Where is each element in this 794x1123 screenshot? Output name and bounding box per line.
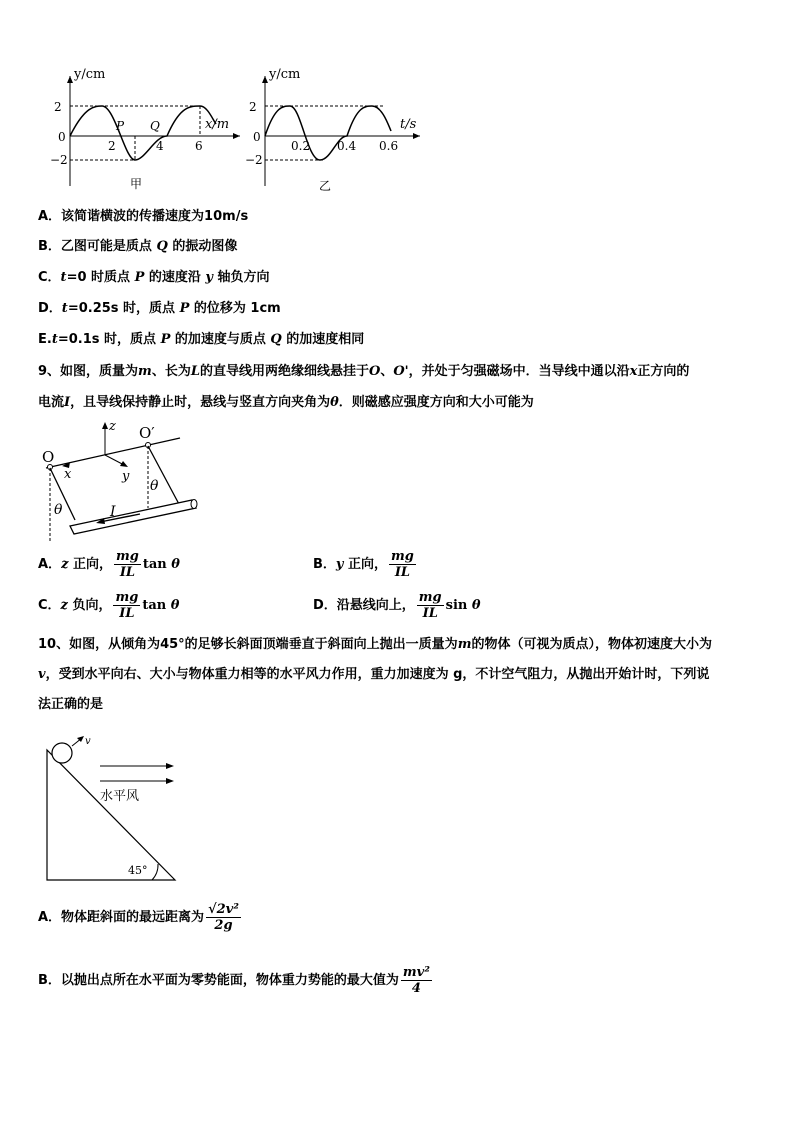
q9-option-d: D．沿悬线向上， $\frac{mg}{IL}$ sin θ bbox=[313, 589, 481, 621]
left-yneg: −2 bbox=[50, 153, 68, 167]
right-origin: 0 bbox=[253, 130, 261, 144]
right-caption: 乙 bbox=[319, 179, 332, 193]
left-ylabel: y/cm bbox=[74, 67, 106, 82]
right-tick-04: 0.4 bbox=[337, 139, 357, 153]
wave-graph-right bbox=[245, 67, 420, 193]
fraction-sqrt2v2-2g: $\frac{\text{√2v²}}{2g}$ bbox=[208, 901, 239, 933]
left-tick-6: 6 bbox=[195, 139, 203, 153]
wave-figures bbox=[40, 66, 440, 196]
right-tick-06: 0.6 bbox=[379, 139, 399, 153]
q8-option-b: B．乙图可能是质点 Q 的振动图像 bbox=[38, 239, 238, 254]
fig-label-wind: 水平风 bbox=[100, 789, 140, 804]
fraction-mg-IL: $\frac{mg}{IL}$ bbox=[115, 589, 139, 621]
left-caption: 甲 bbox=[130, 177, 143, 191]
right-ypos: 2 bbox=[249, 100, 257, 114]
q10-option-b: B．以抛出点所在水平面为零势能面，物体重力势能的最大值为 $\frac{\text{mv²}}{4}$ bbox=[38, 964, 430, 996]
q10-stem-line3: 法正确的是 bbox=[38, 697, 104, 712]
right-ylabel: y/cm bbox=[269, 67, 301, 82]
wave-graph-left bbox=[50, 67, 240, 191]
wire-figure bbox=[40, 418, 210, 546]
fig-label-v: v bbox=[85, 736, 91, 747]
q8-option-a: A．该简谐横波的传播速度为10m/s bbox=[38, 209, 249, 224]
fraction-mg-IL: $\frac{mg}{IL}$ bbox=[391, 548, 414, 580]
q8-option-e: E.t=0.1s 时，质点 P 的加速度与质点 Q 的加速度相同 bbox=[38, 332, 365, 347]
fig-label-z: z bbox=[109, 419, 116, 434]
left-ypos: 2 bbox=[54, 100, 62, 114]
fraction-mg-IL: $\frac{mg}{IL}$ bbox=[418, 589, 442, 621]
left-point-q: Q bbox=[150, 119, 160, 133]
left-point-p: P bbox=[116, 119, 125, 133]
q9-option-a: A．z 正向， $\frac{mg}{IL}$ tan θ bbox=[38, 548, 180, 580]
fig-label-theta-right: θ bbox=[150, 478, 159, 494]
q9-stem-line2: 电流I，且导线保持静止时，悬线与竖直方向夹角为θ．则磁感应强度方向和大小可能为 bbox=[38, 395, 534, 410]
q9-stem-line1: 9、如图，质量为m、长为L的直导线用两绝缘细线悬挂于O、O'，并处于匀强磁场中．当导线中通以沿x正方向的 bbox=[38, 364, 690, 379]
left-tick-2: 2 bbox=[108, 139, 116, 153]
q9-option-b: B．y 正向， $\frac{mg}{IL}$ bbox=[313, 548, 414, 580]
fig-label-angle: 45° bbox=[128, 864, 148, 877]
q10-stem-line1: 10、如图，从倾角为45°的足够长斜面顶端垂直于斜面向上抛出一质量为m的物体（可视为质点），物体初速度大小为 bbox=[38, 637, 712, 652]
slope-figure bbox=[40, 728, 190, 888]
fig-label-theta-left: θ bbox=[54, 502, 63, 518]
fig-label-y: y bbox=[122, 469, 130, 484]
fig-label-O2: O′ bbox=[139, 424, 155, 442]
fig-label-I: I bbox=[110, 504, 116, 520]
right-xlabel: t/s bbox=[400, 117, 417, 132]
q8-option-d: D．t=0.25s 时，质点 P 的位移为 1cm bbox=[38, 301, 281, 316]
q9-option-c: C．z 负向， $\frac{mg}{IL}$ tan θ bbox=[38, 589, 180, 621]
fraction-mv2-4: $\frac{\text{mv²}}{4}$ bbox=[402, 964, 430, 996]
q10-option-a: A．物体距斜面的最远距离为 $\frac{\text{√2v²}}{2g}$ bbox=[38, 901, 239, 933]
right-tick-02: 0.2 bbox=[291, 139, 311, 153]
right-yneg: −2 bbox=[245, 153, 263, 167]
left-tick-4: 4 bbox=[156, 139, 164, 153]
left-origin: 0 bbox=[58, 130, 66, 144]
fig-label-O: O bbox=[42, 448, 55, 466]
q8-option-c: C．t=0 时质点 P 的速度沿 y 轴负方向 bbox=[38, 270, 270, 285]
fraction-mg-IL: $\frac{mg}{IL}$ bbox=[116, 548, 139, 580]
q10-stem-line2: v，受到水平向右、大小与物体重力相等的水平风力作用，重力加速度为 g，不计空气阻力，从抛出开始计时，下列说 bbox=[38, 667, 710, 682]
fig-label-x: x bbox=[64, 467, 72, 482]
left-xlabel: x/m bbox=[205, 117, 230, 132]
